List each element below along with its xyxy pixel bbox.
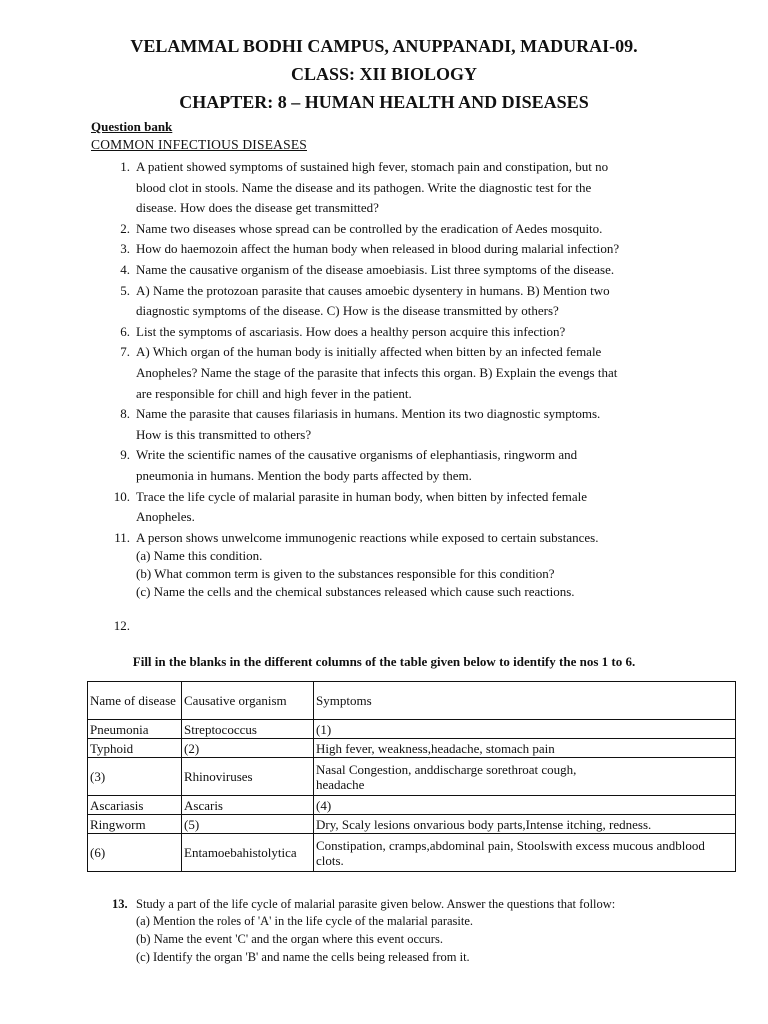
question-text-line: Anopheles? Name the stage of the parasite that infects this organ. B) Explain the evengs that [136, 365, 618, 380]
question-text-line: (a) Name this condition. [136, 547, 263, 563]
question-number: 9. [120, 447, 130, 463]
section-title: COMMON INFECTIOUS DISEASES [91, 137, 307, 152]
question-number: 5. [120, 282, 130, 298]
disease-table [87, 681, 736, 872]
cell-symptoms: Constipation, cramps,abdominal pain, Stoolswith excess mucous andblood clots. [314, 834, 736, 872]
cell-disease: (6) [88, 834, 182, 872]
question-text-line: (b) What common term is given to the substances responsible for this condition? [136, 565, 555, 581]
question-text-line: disease. How does the disease get transmitted? [136, 200, 379, 216]
question-text-line: (c) Name the cells and the chemical substances released which cause such reactions. [136, 583, 575, 599]
header-organism: Causative organism [182, 682, 314, 720]
cell-organism: (2) [182, 739, 314, 758]
cell-organism: Entamoebahistolytica [182, 834, 314, 872]
question-number: 12. [113, 618, 130, 633]
header-disease: Name of disease [88, 682, 182, 720]
table-row [88, 758, 736, 796]
question-text-line: Write the scientific names of the causative organisms of elephantiasis, ringworm and [136, 447, 578, 463]
question-text-line: A) Which organ of the human body is initially affected when bitten by an infected female [136, 344, 602, 360]
question-text-line: diagnostic symptoms of the disease. C) How is the disease transmitted by others? [136, 303, 559, 319]
q13-line: (b) Name the event 'C' and the organ where this event occurs. [136, 932, 443, 946]
question-number: 4. [120, 262, 130, 277]
question-number: 1. [120, 159, 130, 174]
cell-disease: (3) [88, 758, 182, 796]
question-number: 2. [120, 220, 130, 236]
cell-symptoms: Nasal Congestion, anddischarge sorethroat cough, headache [314, 758, 736, 796]
question-text-line: A person shows unwelcome immunogenic reactions while exposed to certain substances. [136, 529, 599, 545]
cell-symptoms: High fever, weakness,headache, stomach pain [314, 739, 736, 758]
question-text-line: are responsible for chill and high fever in the patient. [136, 385, 412, 401]
table-row [88, 720, 736, 739]
chapter-heading: CHAPTER: 8 – HUMAN HEALTH AND DISEASES [179, 92, 589, 112]
school-name-heading: VELAMMAL BODHI CAMPUS, ANUPPANADI, MADURAI-09. [130, 36, 638, 56]
question-text-line: Name two diseases whose spread can be controlled by the eradication of Aedes mosquito. [136, 220, 603, 236]
question-text-line: Trace the life cycle of malarial parasite in human body, when bitten by infected female [136, 488, 587, 504]
table-header-row [88, 682, 736, 720]
q13-line: (a) Mention the roles of 'A' in the life cycle of the malarial parasite. [136, 914, 474, 928]
cell-organism: Rhinoviruses [182, 758, 314, 796]
question-text-line: Name the causative organism of the disease amoebiasis. List three symptoms of the disease. [136, 262, 615, 277]
q13-number: 13. [112, 897, 128, 911]
cell-symptoms: Dry, Scaly lesions onvarious body parts,Intense itching, redness. [314, 815, 736, 834]
question-text-line: List the symptoms of ascariasis. How does a healthy person acquire this infection? [136, 323, 566, 339]
table-row [88, 815, 736, 834]
cell-symptoms: (1) [314, 720, 736, 739]
question-text-line: A patient showed symptoms of sustained high fever, stomach pain and constipation, but no [136, 159, 609, 174]
q13-line: (c) Identify the organ 'B' and name the cells being released from it. [136, 950, 470, 964]
q13-line: Study a part of the life cycle of malarial parasite given below. Answer the questions that follow: [136, 897, 616, 911]
question-number: 11. [114, 529, 130, 545]
cell-symptoms: (4) [314, 796, 736, 815]
cell-disease: Pneumonia [88, 720, 182, 739]
class-heading: CLASS: XII BIOLOGY [290, 64, 478, 84]
header-symptoms: Symptoms [314, 682, 736, 720]
question-number: 7. [120, 344, 130, 360]
table-row [88, 739, 736, 758]
cell-organism: (5) [182, 815, 314, 834]
cell-disease: Ringworm [88, 815, 182, 834]
question-bank-label: Question bank [91, 119, 173, 134]
question-number: 10. [113, 488, 130, 504]
cell-disease: Ascariasis [88, 796, 182, 815]
question-text-line: A) Name the protozoan parasite that causes amoebic dysentery in humans. B) Mention two [136, 282, 610, 298]
cell-organism: Streptococcus [182, 720, 314, 739]
question-text-line: pneumonia in humans. Mention the body parts affected by them. [136, 468, 472, 483]
question-text-line: How do haemozoin affect the human body when released in blood during malarial infection? [136, 241, 620, 257]
question-number: 6. [120, 323, 130, 339]
question-number: 8. [120, 406, 130, 422]
question-text-line: blood clot in stools. Name the disease and its pathogen. Write the diagnostic test for the [136, 179, 592, 195]
table-row [88, 834, 736, 872]
question-text-line: How is this transmitted to others? [136, 426, 312, 442]
question-text-line: Anopheles. [136, 509, 195, 525]
question-number: 3. [120, 241, 130, 257]
question-text-line: Name the parasite that causes filariasis in humans. Mention its two diagnostic symptoms. [136, 406, 601, 422]
table-instruction: Fill in the blanks in the different columns of the table given below to identify the nos 1 to 6. [132, 654, 636, 669]
cell-disease: Typhoid [88, 739, 182, 758]
cell-organism: Ascaris [182, 796, 314, 815]
table-row [88, 796, 736, 815]
